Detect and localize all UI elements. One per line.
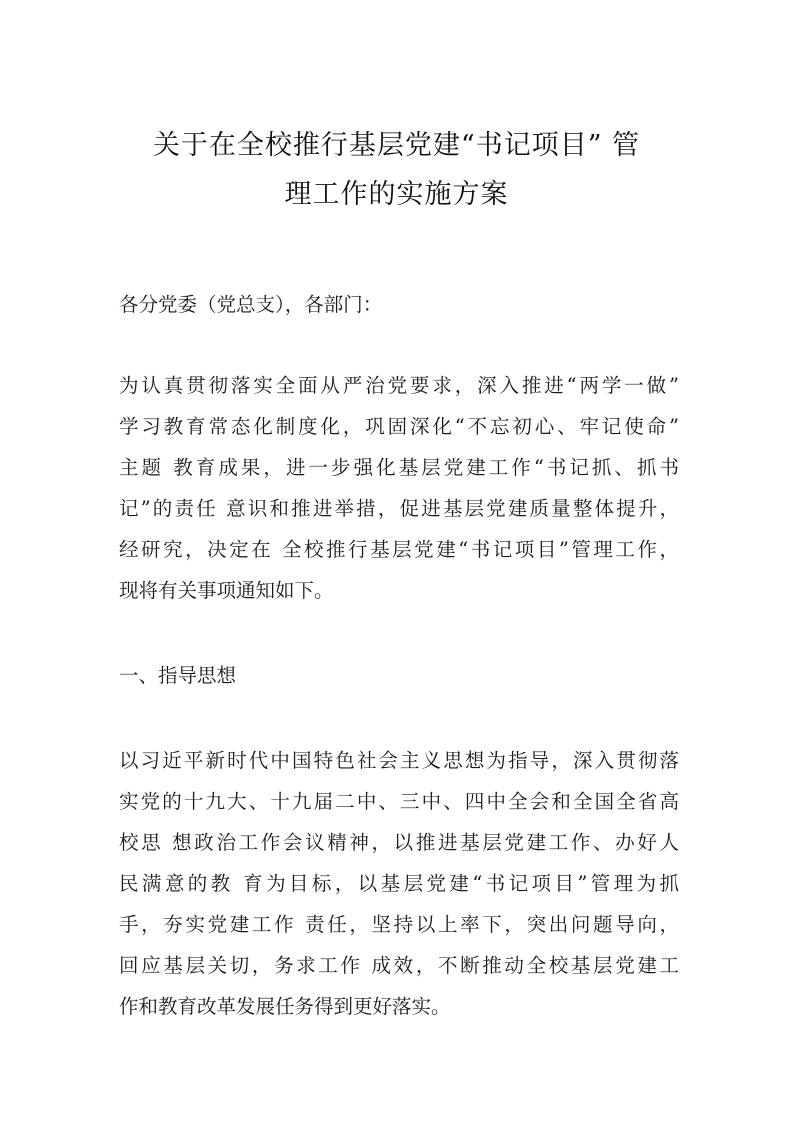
section-1-line-7: 作和教育改革发展任务得到更好落实。 [119, 995, 451, 1018]
section-1-line-4: 民满意的教 育为目标，以基层党建“书记项目”管理为抓 [119, 872, 679, 895]
intro-line-6: 现将有关事项通知如下。 [119, 579, 334, 602]
salutation: 各分党委（党总支），各部门： [119, 293, 383, 316]
section-1-heading: 一、指导思想 [119, 664, 237, 687]
intro-line-1: 为认真贯彻落实全面从严治党要求，深入推进“两学一做” [119, 374, 679, 397]
intro-line-5: 经研究，决定在 全校推行基层党建“书记项目”管理工作， [119, 538, 679, 561]
document-title-line-2: 理工作的实施方案 [284, 179, 509, 210]
intro-line-4: 记”的责任 意识和推进举措，促进基层党建质量整体提升， [119, 497, 679, 520]
section-1-line-2: 实党的十九大、十九届二中、三中、四中全会和全国全省高 [119, 790, 679, 813]
section-1-line-1: 以习近平新时代中国特色社会主义思想为指导，深入贯彻落 [119, 749, 679, 772]
intro-line-3: 主题 教育成果，进一步强化基层党建工作“书记抓、抓书 [119, 456, 679, 479]
section-1-line-5: 手，夯实党建工作 责任，坚持以上率下，突出问题导向， [119, 913, 679, 936]
document-title-line-1: 关于在全校推行基层党建“书记项目” 管 [152, 130, 641, 161]
section-1-line-6: 回应基层关切，务求工作 成效，不断推动全校基层党建工 [119, 954, 679, 977]
section-1-line-3: 校思 想政治工作会议精神，以推进基层党建工作、办好人 [119, 831, 679, 854]
intro-line-2: 学习教育常态化制度化，巩固深化“不忘初心、牢记使命” [119, 415, 679, 438]
